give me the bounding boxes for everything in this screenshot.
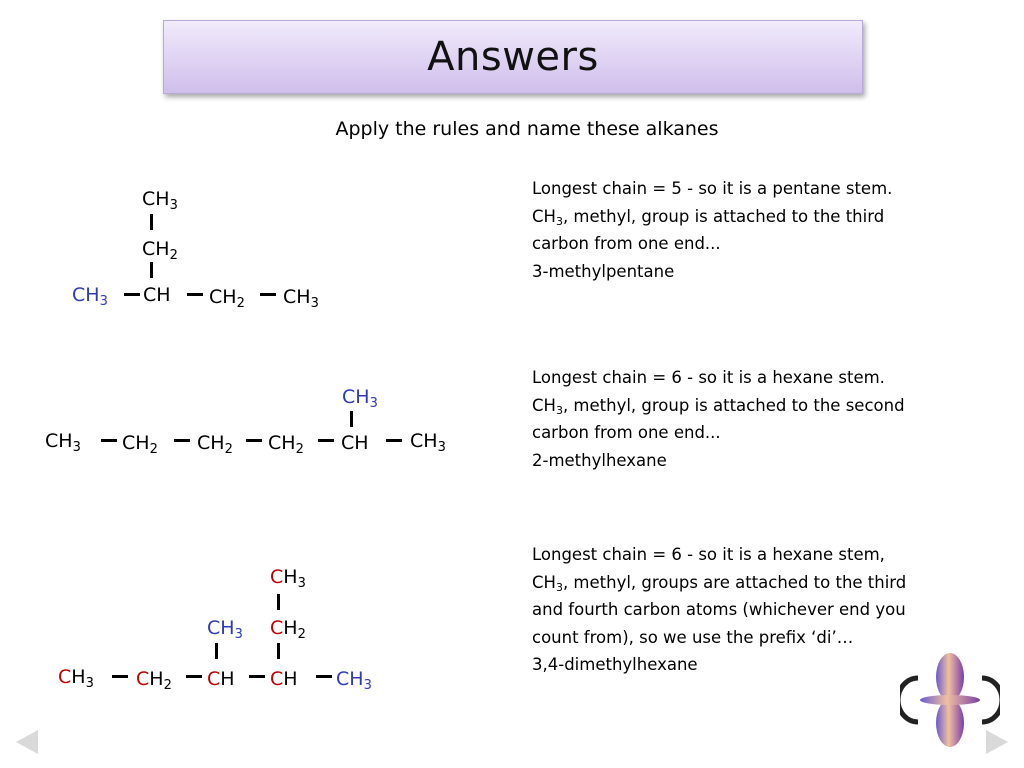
answer-2-line-1: Longest chain = 6 - so it is a hexane stem. [532,368,885,387]
bond [249,675,265,678]
bond [215,643,218,659]
m1-top-ch3: $CH_3$ [142,188,178,213]
m2-c2: $CH_2$ [122,432,158,457]
bond [112,675,128,678]
bond [124,293,140,296]
answer-3-line-1: Longest chain = 6 - so it is a hexane stem, [532,545,885,564]
m3-top-ch2: $CH_2$ [270,617,306,642]
m2-c3: $CH_2$ [197,432,233,457]
bond [316,675,332,678]
m3-c4: CH [270,668,298,690]
m2-c5: CH [341,432,369,454]
slide-title: Answers [427,34,599,80]
bond [260,293,276,296]
bond [246,439,262,442]
answer-2-name: 2-methylhexane [532,450,667,470]
bond [277,594,280,610]
subtitle: Apply the rules and name these alkanes [335,118,719,140]
title-banner [163,20,863,94]
answer-2-line-2: $CH_3$, methyl, group is attached to the second [532,395,905,417]
answer-3-line-3: and fourth carbon atoms (whichever end you [532,600,906,619]
m1-right-ch3: $CH_3$ [283,286,319,311]
m3-c5: $CH_3$ [336,668,372,693]
next-slide-arrow-icon[interactable] [986,730,1008,754]
bond [350,411,353,427]
m1-ch2b: $CH_2$ [209,286,245,311]
answer-1-line-1: Longest chain = 5 - so it is a pentane stem. [532,179,893,198]
bond [318,439,334,442]
m2-c1: $CH_3$ [45,430,81,455]
m2-c4: $CH_2$ [268,432,304,457]
previous-slide-arrow-icon[interactable] [16,730,38,754]
m2-c6: $CH_3$ [410,430,446,455]
answer-1-line-3: carbon from one end... [532,234,721,253]
answer-1 [532,175,972,285]
bond [386,439,402,442]
orbital-logo-icon [900,650,1000,750]
m3-c2: $CH_2$ [136,668,172,693]
bond [174,439,190,442]
bond [277,643,280,659]
m1-ch: CH [143,284,171,306]
m3-c1: $CH_3$ [58,666,94,691]
m1-ch2: $CH_2$ [142,238,178,263]
m3-branch-ch3: $CH_3$ [207,617,243,642]
answer-3-line-2: $CH_3$, methyl, groups are attached to the third [532,572,907,594]
answer-3-name: 3,4-dimethylhexane [532,655,698,674]
answer-2-line-3: carbon from one end... [532,423,721,442]
bond [150,262,153,278]
bond [101,439,117,442]
bond [150,214,153,230]
answer-1-name: 3-methylpentane [532,261,675,281]
m3-c3: CH [207,668,235,690]
m1-left-ch3: $CH_3$ [72,284,108,309]
bond [186,675,202,678]
answer-1-line-2: $CH_3$, methyl, group is attached to the third [532,206,885,228]
answer-2 [532,364,972,474]
bond [187,293,203,296]
m2-branch-ch3: $CH_3$ [342,386,378,411]
m3-top-ch3: $CH_3$ [270,566,306,591]
answer-3-line-4: count from), so we use the prefix ‘di’… [532,627,854,647]
